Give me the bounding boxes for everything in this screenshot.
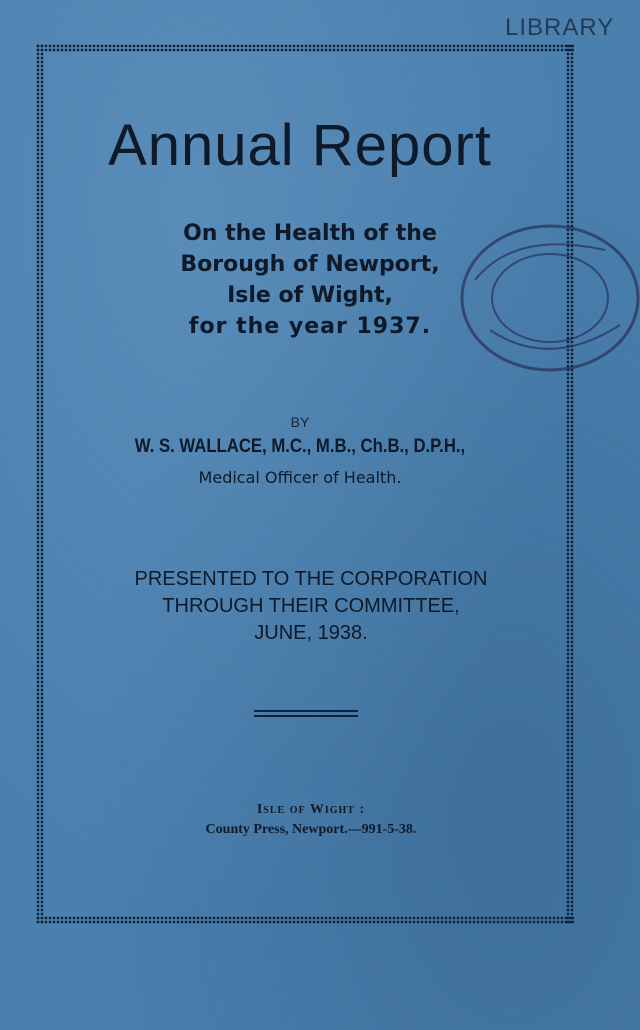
printer-press: County Press, Newport.—991-5-38.	[205, 822, 417, 837]
author-role: Medical Officer of Health.	[198, 468, 402, 487]
presented-block	[0, 566, 622, 647]
presented-line-1: PRESENTED TO THE CORPORATION	[134, 568, 488, 590]
subtitle-line-1: On the Health of the	[183, 221, 437, 246]
printer-imprint	[0, 800, 622, 840]
library-circular-stamp	[455, 220, 640, 375]
divider-rule	[254, 710, 358, 712]
subtitle-line-4: for the year 1937.	[188, 314, 432, 339]
presented-line-3: JUNE, 1938.	[254, 622, 368, 644]
subtitle-line-2: Borough of Newport,	[180, 252, 440, 277]
dotted-border-bottom	[36, 916, 574, 924]
by-label: BY	[290, 414, 310, 430]
library-stamp-top: LIBRARY	[505, 14, 615, 41]
report-title: Annual Report	[108, 113, 492, 178]
printer-place: Isle of Wight :	[256, 802, 366, 817]
divider-rule-second	[254, 715, 358, 717]
presented-line-2: THROUGH THEIR COMMITTEE,	[162, 595, 460, 617]
subtitle-line-3: Isle of Wight,	[227, 283, 393, 308]
author-name: W. S. WALLACE, M.C., M.B., Ch.B., D.P.H.,	[134, 436, 466, 457]
dotted-border-top	[36, 44, 574, 52]
report-subtitle	[140, 218, 480, 342]
